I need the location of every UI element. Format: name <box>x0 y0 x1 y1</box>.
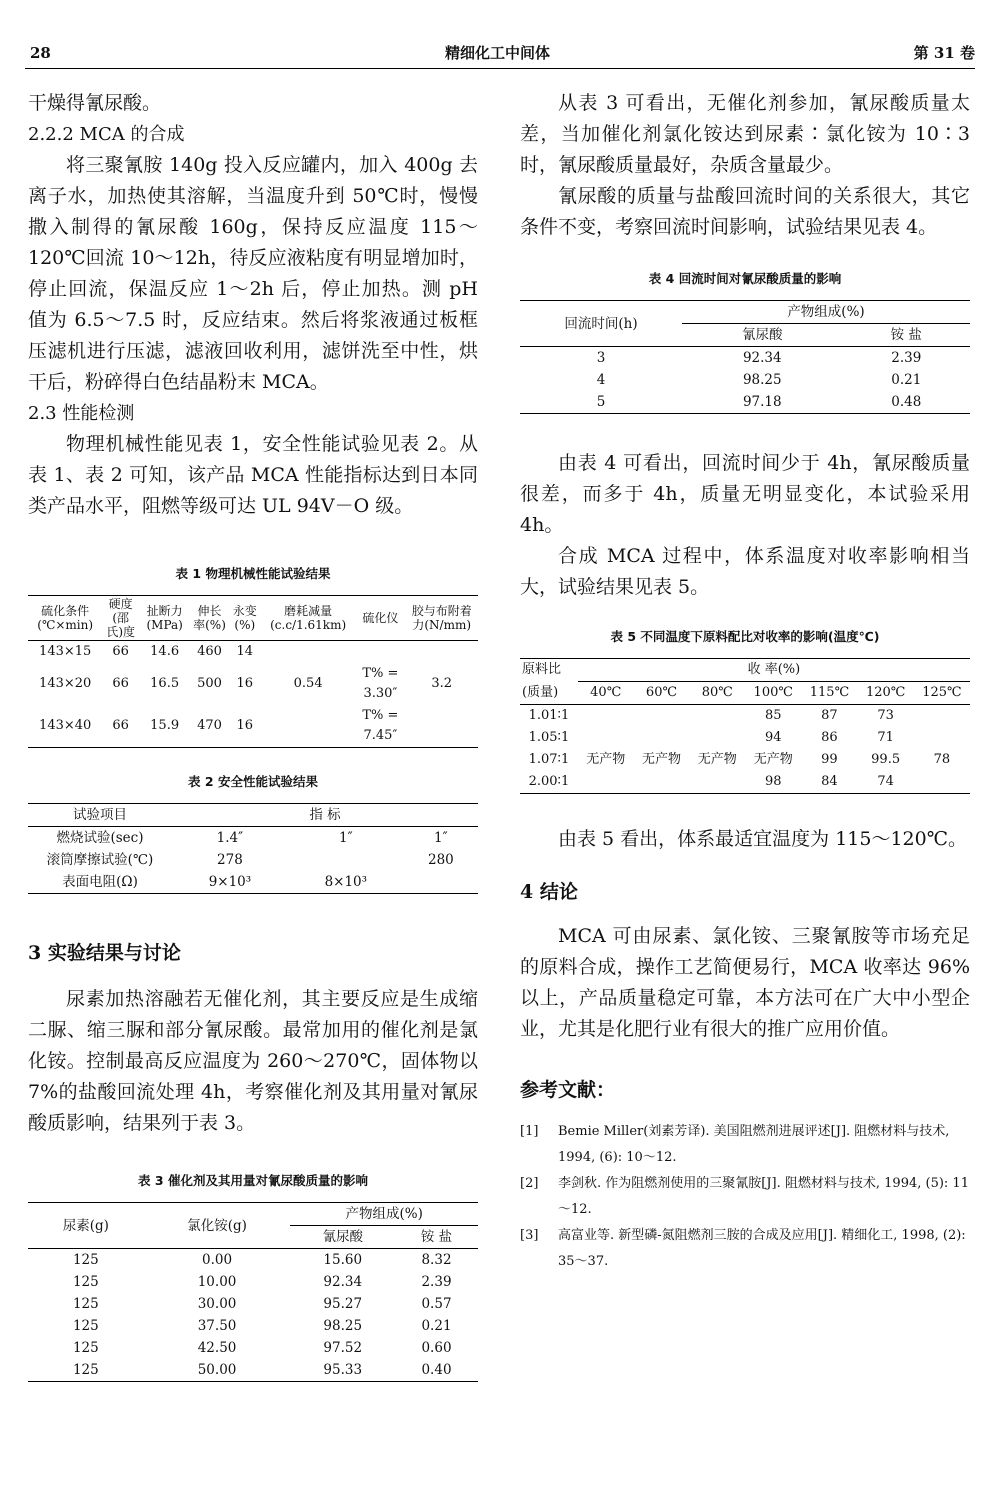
table-cell: 15.60 <box>323 1252 363 1268</box>
reference-text: 高富业等. 新型磷-氮阻燃剂三胺的合成及应用[J]. 精细化工, 1998, (2): 35～37. <box>558 1228 966 1269</box>
table-cell: 0.57 <box>421 1296 452 1312</box>
table1-header: 永变(%) <box>229 596 261 641</box>
table-cell: 125 <box>72 1252 99 1268</box>
table-row <box>28 1337 478 1359</box>
table-cell: 37.50 <box>197 1318 237 1334</box>
table-cell: 66 <box>112 644 129 659</box>
table-cell: 30.00 <box>197 1296 237 1312</box>
table3-header: 铵 盐 <box>395 1226 478 1249</box>
table-row <box>28 1315 478 1337</box>
table1-header: 硫化条件(℃×min) <box>28 596 102 641</box>
table1-header: 扯断力(MPa) <box>139 596 190 641</box>
table-cell: 125 <box>72 1362 99 1378</box>
table-cell: 125 <box>72 1340 99 1356</box>
table-cell <box>634 771 690 794</box>
table-row <box>520 749 970 771</box>
section-heading-4: 4 结论 <box>520 881 578 903</box>
table-cell <box>634 727 690 749</box>
table-cell: 94 <box>764 730 782 745</box>
reference-item <box>520 1119 970 1171</box>
table-cell: 5 <box>596 394 606 410</box>
table-cell: 87 <box>821 708 838 723</box>
table3-header: 产物组成(%) <box>290 1203 478 1226</box>
table2-header: 指 标 <box>172 804 478 827</box>
table-cell: 1.07∶1 <box>528 752 570 767</box>
table4 <box>520 300 970 414</box>
table-cell: 98.25 <box>742 372 782 388</box>
table-cell: 0.48 <box>891 394 922 410</box>
table5-header: 80℃ <box>689 682 745 705</box>
table-cell: 1″ <box>338 830 353 846</box>
table-row <box>28 1359 478 1382</box>
paragraph: 尿素加热溶融若无催化剂，其主要反应是生成缩二脲、缩三脲和部分氰尿酸。最常加用的催化剂是氯化铵。控制最高反应温度为 260～270℃，固体物以 7%的盐酸回流处理 4h，考察催化剂及其用量对氰尿酸质影响，结果列于表 3。 <box>28 988 478 1134</box>
table-row <box>520 705 970 728</box>
table-cell: 84 <box>821 774 838 789</box>
table1-header: 伸长率(%) <box>190 596 229 641</box>
page-number: 28 <box>30 44 51 62</box>
section-heading-2-3: 2.3 性能检测 <box>28 403 135 424</box>
table5-header: 收 率(%) <box>578 659 970 682</box>
table-cell: 97.18 <box>742 394 782 410</box>
table-row <box>28 663 478 705</box>
table5-header: 120℃ <box>858 682 914 705</box>
table-cell <box>404 871 478 894</box>
table-cell <box>634 705 690 728</box>
table1 <box>28 595 478 748</box>
table-cell <box>355 641 405 664</box>
table-cell: 42.50 <box>197 1340 237 1356</box>
table-cell: 278 <box>217 852 243 868</box>
reference-number: [1] <box>520 1124 539 1139</box>
reference-text: 李剑秋. 作为阻燃剂使用的三聚氰胺[J]. 阻燃材料与技术, 1994, (5): 11～12. <box>558 1176 969 1217</box>
table-cell: 16.5 <box>150 676 180 691</box>
reference-list <box>520 1119 970 1275</box>
paragraph: 由表 4 可看出，回流时间少于 4h，氰尿酸质量很差，而多于 4h，质量无明显变化，本试验采用 4h。 <box>520 452 970 536</box>
table-cell <box>914 771 970 794</box>
reference-text: Bemie Miller(刘素芳译). 美国阻燃剂进展评述[J]. 阻燃材料与技术, 1994, (6): 10～12. <box>558 1124 950 1165</box>
table5-header: (质量) <box>520 682 578 705</box>
table1-header: 硬度(邵氏)度 <box>102 596 139 641</box>
table-cell: 4 <box>596 372 606 388</box>
table4-header: 氰尿酸 <box>682 324 843 347</box>
paragraph: 从表 3 可看出，无催化剂参加，氰尿酸质量太差，当加催化剂氯化铵达到尿素∶氯化铵为 10∶3 时，氰尿酸质量最好，杂质含量最少。 <box>520 92 970 176</box>
paragraph: 氰尿酸的质量与盐酸回流时间的关系很大，其它条件不变，考察回流时间影响，试验结果见表 4。 <box>520 185 970 238</box>
table-cell: 14.6 <box>150 644 180 659</box>
table-cell: 8×10³ <box>324 874 368 890</box>
table-cell: 143×15 <box>39 644 92 659</box>
paragraph: 由表 5 看出，体系最适宜温度为 115～120℃。 <box>558 828 967 850</box>
table4-header: 铵 盐 <box>843 324 970 347</box>
volume-label: 第 31 卷 <box>913 44 975 62</box>
table-cell: 470 <box>197 718 222 733</box>
table-cell: 2.39 <box>891 350 922 366</box>
table5-header: 60℃ <box>634 682 690 705</box>
table-cell: 9×10³ <box>208 874 252 890</box>
table-cell: 50.00 <box>197 1362 237 1378</box>
table-cell <box>405 705 478 748</box>
table5-header: 原料比 <box>522 662 562 678</box>
table-row <box>520 771 970 794</box>
table-cell: 16 <box>236 718 254 733</box>
paragraph: 干燥得氰尿酸。 <box>28 92 162 114</box>
table-cell: 99 <box>821 752 838 767</box>
table-cell: 无产物 <box>697 752 737 767</box>
table-row <box>28 705 478 748</box>
table-cell: 0.21 <box>891 372 922 388</box>
table2 <box>28 803 478 894</box>
table-cell: 74 <box>877 774 894 789</box>
table-cell: 0.60 <box>421 1340 452 1356</box>
table4-header: 回流时间(h) <box>520 301 682 347</box>
table-row <box>520 391 970 414</box>
table-cell: 98 <box>764 774 782 789</box>
paragraph: MCA 可由尿素、氯化铵、三聚氰胺等市场充足的原料合成，操作工艺简便易行，MCA 收率达 96%以上，产品质量稳定可靠，本方法可在广大中小型企业，尤其是化肥行业有很大的推广应用价值。 <box>520 925 970 1040</box>
table-row <box>520 727 970 749</box>
table1-header: 胶与布附着力(N/mm) <box>405 596 478 641</box>
table-cell <box>689 727 745 749</box>
table-cell: 无产物 <box>753 752 793 767</box>
table-cell: 125 <box>72 1318 99 1334</box>
table-cell: 78 <box>933 752 951 767</box>
table4-header: 产物组成(%) <box>682 301 970 324</box>
references-heading: 参考文献： <box>520 1079 616 1101</box>
section-heading-2-2-2: 2.2.2 MCA 的合成 <box>28 124 185 145</box>
table-row <box>520 347 970 370</box>
table1-header: 硫化仪 <box>355 596 405 641</box>
table-cell: 280 <box>427 852 454 868</box>
table-cell: 86 <box>821 730 838 745</box>
table-cell: 500 <box>197 676 222 691</box>
table5-caption: 表 5 不同温度下原料配比对收率的影响(温度℃) <box>610 629 880 644</box>
table-cell <box>689 705 745 728</box>
table-cell: 0.54 <box>293 676 323 691</box>
table-cell: 燃烧试验(sec) <box>56 830 144 846</box>
reference-number: [3] <box>520 1228 539 1243</box>
table2-header: 试验项目 <box>28 804 172 827</box>
journal-title: 精细化工中间体 <box>444 44 550 62</box>
table-cell: 1″ <box>434 830 448 846</box>
table-row <box>28 849 478 871</box>
table-row <box>28 641 478 664</box>
table-cell: 143×20 <box>39 676 92 691</box>
table4-caption: 表 4 回流时间对氰尿酸质量的影响 <box>648 271 842 286</box>
table-row <box>28 871 478 894</box>
table-cell: 无产物 <box>586 752 626 767</box>
paragraph: 物理机械性能见表 1，安全性能试验见表 2。从表 1、表 2 可知，该产品 MCA 性能指标达到日本同类产品水平，阻燃等级可达 UL 94V－O 级。 <box>28 433 478 517</box>
table-cell <box>288 849 404 871</box>
table-cell: 2.39 <box>421 1274 452 1290</box>
table-row <box>28 1249 478 1272</box>
table-cell: 0.00 <box>202 1252 233 1268</box>
table-cell: T% = 7.45″ <box>362 708 399 743</box>
table-cell: 滚筒摩擦试验(℃) <box>46 852 154 868</box>
table-cell: 14 <box>236 644 254 659</box>
table-cell <box>914 705 970 728</box>
table5-header: 125℃ <box>914 682 970 705</box>
table-cell: 无产物 <box>641 752 681 767</box>
table-cell: T% = 3.30″ <box>362 666 399 701</box>
reference-item <box>520 1171 970 1223</box>
table-cell: 125 <box>72 1274 99 1290</box>
table-cell <box>261 641 356 664</box>
table-cell: 97.52 <box>323 1340 363 1356</box>
table-cell: 95.27 <box>323 1296 363 1312</box>
table-cell: 66 <box>112 718 129 733</box>
table-cell <box>914 727 970 749</box>
table-cell: 125 <box>72 1296 99 1312</box>
table-cell: 71 <box>877 730 894 745</box>
table5 <box>520 658 970 794</box>
table-cell: 143×40 <box>39 718 92 733</box>
table-cell: 0.21 <box>421 1318 452 1334</box>
reference-number: [2] <box>520 1176 539 1191</box>
table1-caption: 表 1 物理机械性能试验结果 <box>175 566 331 581</box>
table-cell: 99.5 <box>871 752 901 767</box>
table-row <box>28 827 478 850</box>
table-cell: 95.33 <box>323 1362 363 1378</box>
table-cell: 3 <box>596 350 606 366</box>
table3-caption: 表 3 催化剂及其用量对氰尿酸质量的影响 <box>138 1173 368 1188</box>
table3-header: 氯化铵(g) <box>144 1203 291 1249</box>
table-cell <box>578 771 634 794</box>
table-cell: 1.05∶1 <box>528 730 570 745</box>
table-cell: 15.9 <box>150 718 180 733</box>
right-column <box>520 88 970 1275</box>
section-heading-3: 3 实验结果与讨论 <box>28 942 181 964</box>
table-row <box>28 1293 478 1315</box>
paragraph: 将三聚氰胺 140g 投入反应罐内，加入 400g 去离子水，加热使其溶解，当温度升到 50℃时，慢慢撒入制得的氰尿酸 160g，保持反应温度 115～120℃回流 10～12h，待反应液粘度有明显增加时，停止回流，保温反应 1～2h 后，停止加热。测 pH 值为 6.5～7.5 时，反应结束。然后将浆液通过板框压滤机进行压滤，滤液回收利用，滤饼洗至中性，烘干后，粉碎得白色结晶粉末 MCA。 <box>28 154 478 393</box>
table-cell <box>405 641 478 664</box>
table5-header: 40℃ <box>578 682 634 705</box>
table-cell: 1.01∶1 <box>528 708 570 723</box>
table-cell: 66 <box>112 676 129 691</box>
table-cell: 460 <box>197 644 222 659</box>
table-cell: 8.32 <box>421 1252 452 1268</box>
table2-caption: 表 2 安全性能试验结果 <box>188 774 318 789</box>
table5-header: 100℃ <box>745 682 801 705</box>
table3-header: 氰尿酸 <box>290 1226 395 1249</box>
table5-header: 115℃ <box>801 682 857 705</box>
table1-header: 磨耗减量(c.c/1.61km) <box>261 596 356 641</box>
left-column <box>28 88 478 1382</box>
table-cell: 92.34 <box>742 350 782 366</box>
table-cell: 1.4″ <box>216 830 244 846</box>
table3 <box>28 1202 478 1382</box>
header-rule <box>25 68 975 69</box>
table-cell <box>578 705 634 728</box>
running-header <box>20 40 975 66</box>
table-cell: 73 <box>877 708 894 723</box>
table3-header: 尿素(g) <box>28 1203 144 1249</box>
table-cell <box>689 771 745 794</box>
table-cell: 表面电阻(Ω) <box>62 874 138 890</box>
table-cell: 92.34 <box>323 1274 363 1290</box>
table-row <box>28 1271 478 1293</box>
table-cell: 85 <box>764 708 782 723</box>
table-cell <box>578 727 634 749</box>
table-cell: 3.2 <box>431 676 453 691</box>
table-cell: 0.40 <box>421 1362 452 1378</box>
table-row <box>520 369 970 391</box>
table-cell: 98.25 <box>323 1318 363 1334</box>
table-cell: 16 <box>236 676 254 691</box>
reference-item <box>520 1223 970 1275</box>
paragraph: 合成 MCA 过程中，体系温度对收率影响相当大，试验结果见表 5。 <box>520 545 970 598</box>
table-cell: 10.00 <box>197 1274 237 1290</box>
table-cell: 2.00∶1 <box>528 774 570 789</box>
table-cell <box>261 705 356 748</box>
